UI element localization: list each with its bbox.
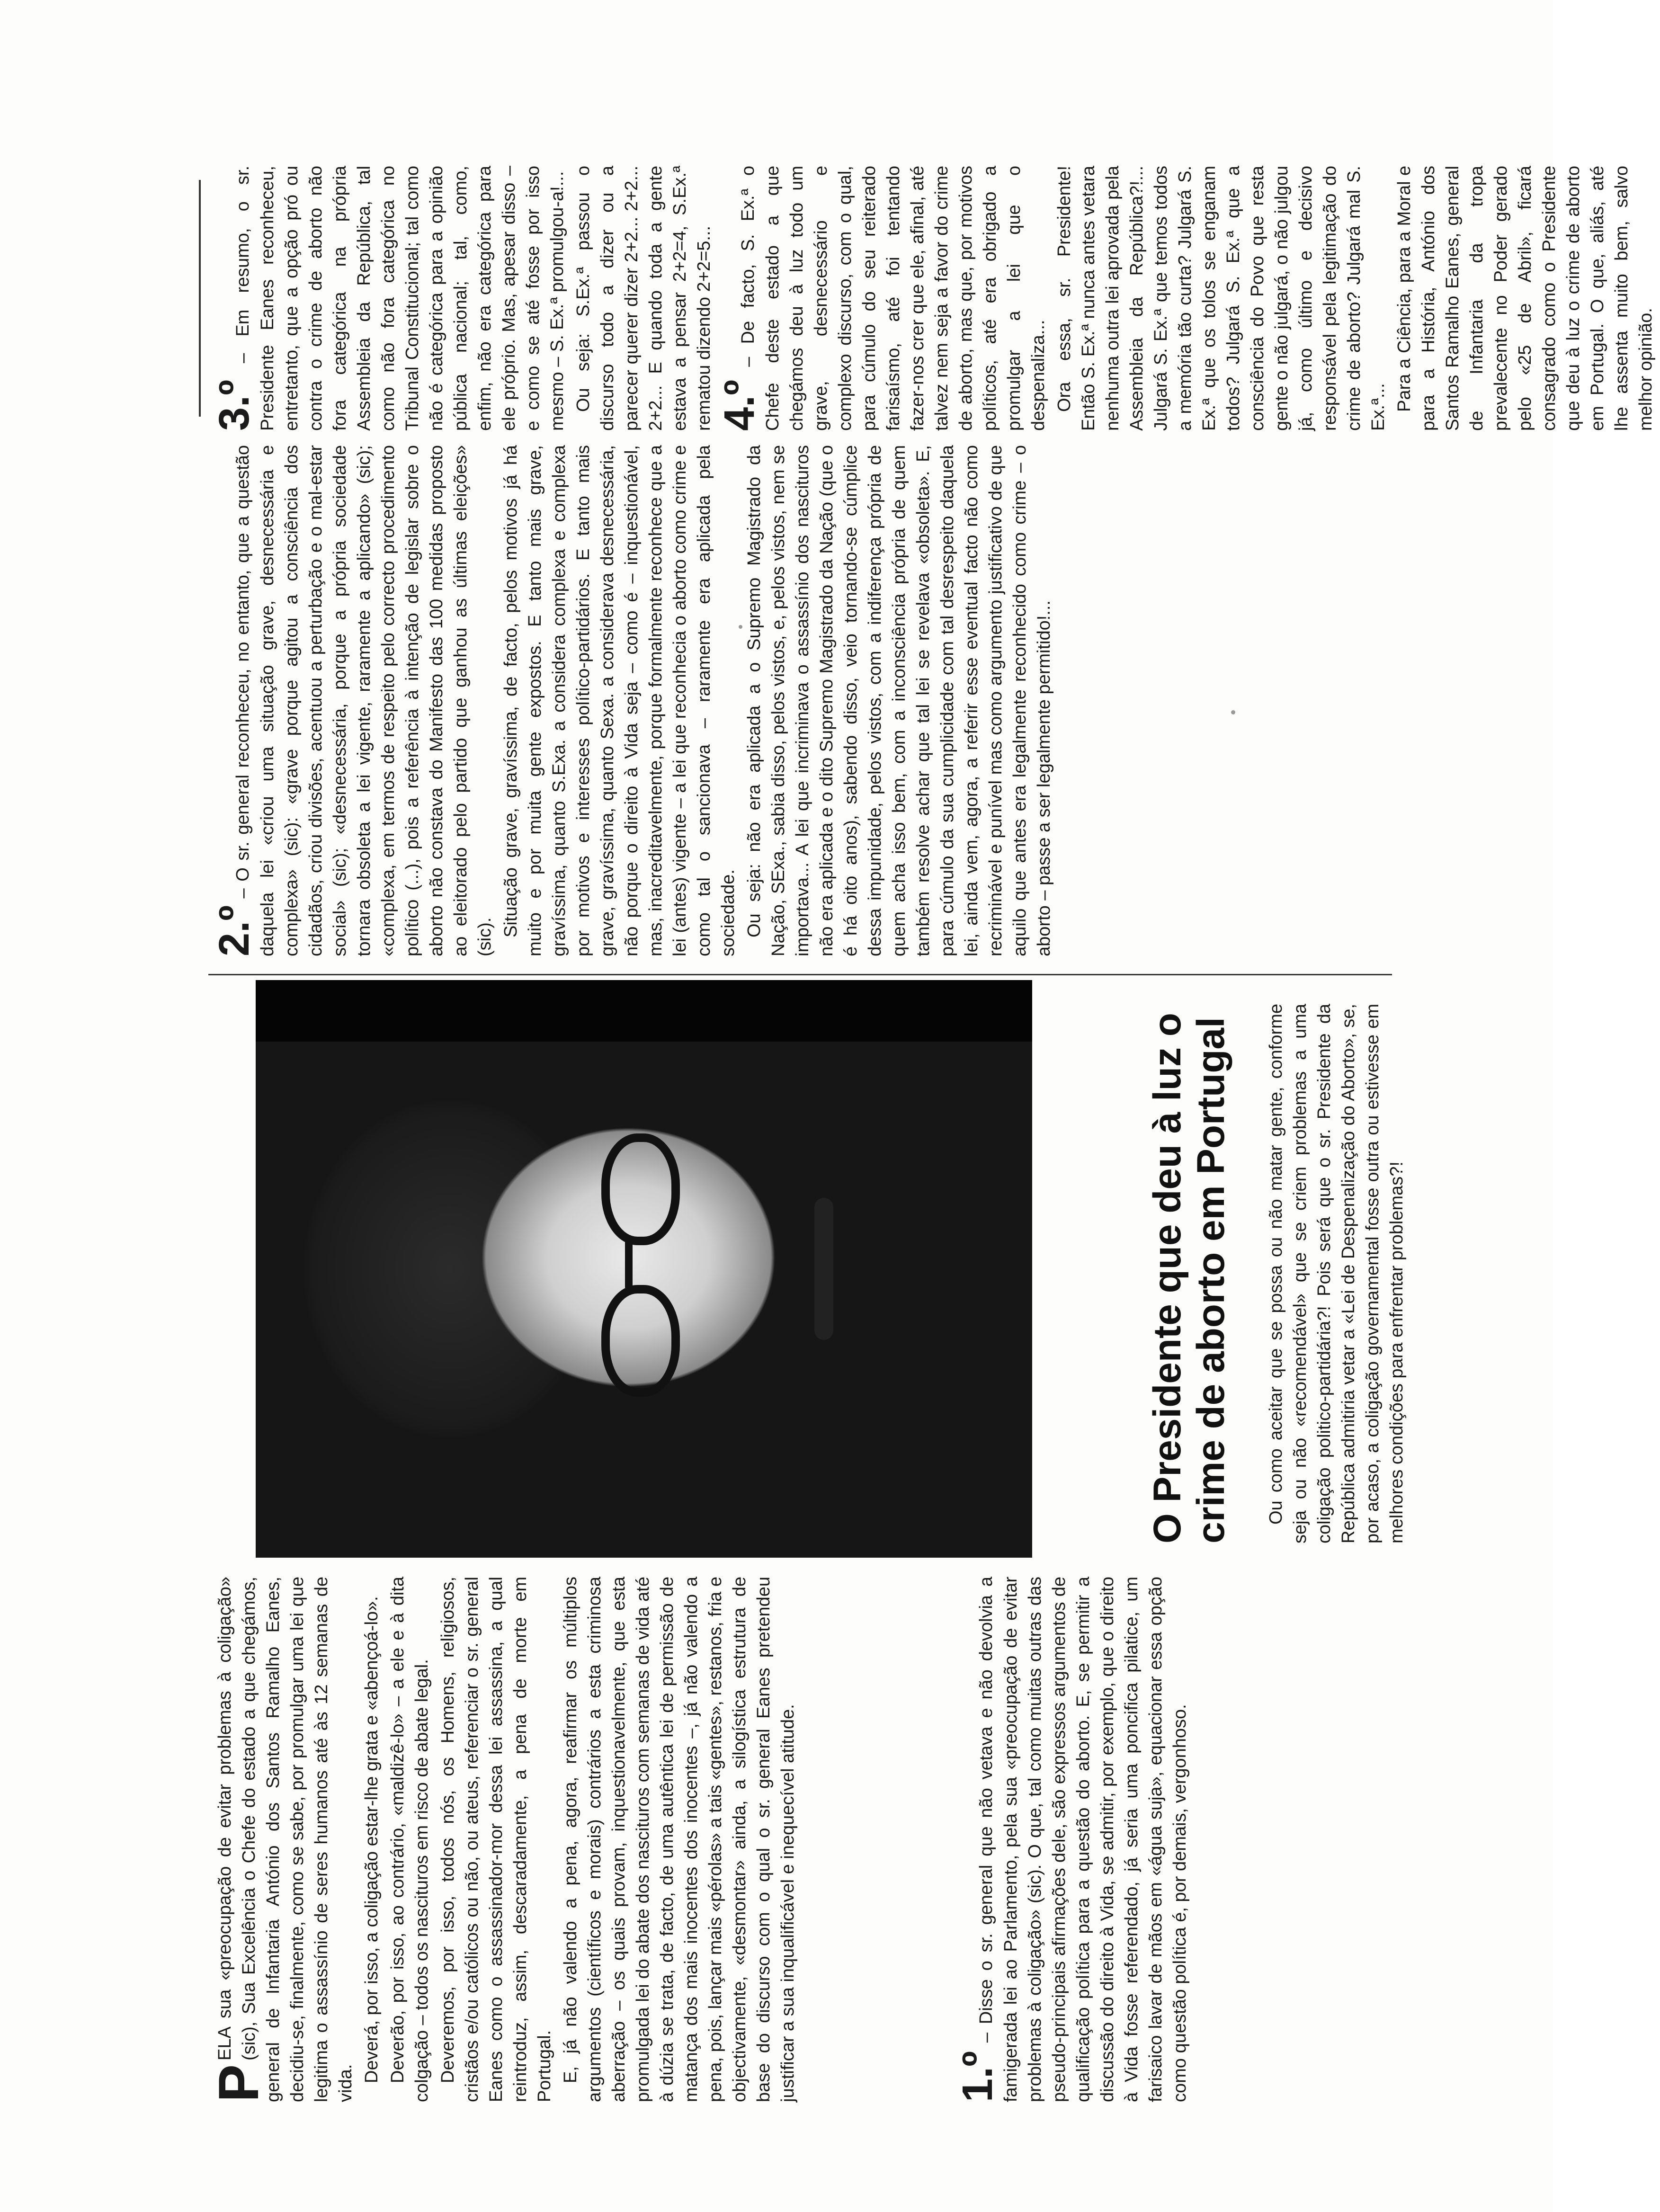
article-headline: O Presidente que deu à luz o crime de aborto em Portugal bbox=[1146, 1013, 1232, 1543]
column-divider bbox=[208, 974, 1392, 975]
point-1-number: 1.º bbox=[954, 2051, 1001, 2102]
president-photo bbox=[256, 980, 1032, 1558]
column-point2 bbox=[213, 445, 1058, 956]
column-point1-continued bbox=[1264, 1004, 1411, 1543]
point-1-paragraph-2: Ou como aceitar que se possa ou não matar gente, conforme seja ou não «recomendável» que se criem problemas a uma coligação politico-partidária?! Pois será que o sr. Presidente da República admitiria vetar a «Lei de Despenalização do Aborto», se, por acaso, a coligação governamental fosse outra ou estivesse em melhores condições para enfrentar problemas?! bbox=[1266, 1004, 1407, 1543]
point-3-paragraph-1: – Em resumo, o sr. Presidente Eanes reconheceu, entretanto, que a opção pró ou contra o crime de aborto não fora categórica na própria Assembleia da República, tal como não fora categórica no Tribunal Constitucional; tal como não é categórica para a opinião pública nacional; tal, como, enfim, não era categórica para ele próprio. Mas, apesar disso – e como se até fosse por isso mesmo – S. Ex.ª promulgou-a!... bbox=[233, 166, 567, 431]
point-4-paragraph-2: Ora essa, sr. Presidente! Então S. Ex.ª nunca antes vetara nenhuma outra lei aprovada pela Assembleia da República?!... Julgará S. Ex.ª que temos todos a memória tão curta? Julgará S. Ex.ª que os tolos se enganam todos? Julgará S. Ex.ª que a consciência do Povo que resta gente o não julgará, o não julgou já, como último e decisivo responsável pela legitimação do crime de aborto? Julgará mal S. Ex.ª... bbox=[1054, 166, 1388, 431]
photo-glasses-bridge bbox=[625, 1240, 633, 1288]
point-3-number: 3.º bbox=[211, 380, 258, 431]
intro-paragraph-3: Deverão, por isso, ao contrário, «maldizê-lo» – a ele e à dita colgação – todos os nascituros em risco de abate legal. bbox=[388, 1577, 432, 2102]
point-3-paragraph-2: Ou seja: S.Ex.ª passou o discurso todo a dizer ou a parecer querer dizer 2+2... 2+2... 2+2... E quando toda a gente estava a pensar 2+2=4, S.Ex.ª rematou dizendo 2+2=5... bbox=[573, 166, 714, 431]
intro-paragraph-5: E, já não valendo a pena, agora, reafirmar os múltiplos argumentos (científicos e morais) contrários a esta criminosa aberração – os quais provam, inquestionavelmente, que esta promulgada lei do abate dos nascituros com semanas de vida até à dúzia se trata, de facto, de uma autêntica lei de permissão de matança dos mais inocentes dos inocentes –, já não valendo a pena, pois, lançar mais «pérolas» a tais «gentes», restanos, fria e objectivamente, «desmontar» ainda, a silogística estrutura de base do discurso com o qual o sr. general Eanes pretendeu justificar a sua inqualificável e inequecível atitude. bbox=[561, 1577, 798, 2102]
intro-paragraph-2: Deverá, por isso, a coligação estar-lhe grata e «abençoá-lo». bbox=[362, 1596, 382, 2083]
point-2-paragraph-1: – O sr. general reconheceu, no entanto, que a questão daquela lei «criou uma situação grave, desnecessária e complexa» (sic): «grave porque agitou a consciência dos cidadãos, criou divisões, acentuou a perturbação e o mal-estar social» (sic); «desnecessária, porque a própria sociedade tornara obsoleta a lei vigente, raramente a aplicando» (sic); «complexa, em termos de respeito pelo correcto procedimento político (...), pois a referência à intenção de legislar sobre o aborto não constava do Manifesto das 100 medidas proposto ao eleitorado pelo partido que ganhou as últimas eleições» (sic). bbox=[233, 445, 495, 956]
point-2-number: 2.º bbox=[211, 905, 258, 956]
point-1-paragraph-1: – Disse o sr. general que não vetava e não devolvia a famigerada lei ao Parlamento, pela sua «preocupação de evitar problemas à coligação» (sic). O que, tal como muitas outras das pseudo-principais afirmações dele, são expressos argumentos de qualificação política para a questão do aborto. E, se permitir a discussão do direito à Vida, se admitir, por exemplo, que o direito à Vida fosse referendado, já seria uma poncifica pilatice, um farisaico lavar de mãos em «água suja», equacionar essa opção como questão política é, por demais, vergonhoso. bbox=[976, 1577, 1190, 2102]
point-2-paragraph-2: Situação grave, gravíssima, de facto, pelos motivos já há muito e por muita gente expostos. E tanto mais grave, gravíssima, quanto S.Exa. a considera complexa e complexa por motivos e interesses político-partidários. E tanto mais grave, gravíssima, quanto Sexa. a considerava desnecessária, não porque o direito à Vida seja – como é – inquestionável, mas, inacreditavelmente, porque formalmente reconhece que a lei (antes) vigente – a lei que reconhecia o aborto como crime e como tal o sancionava – raramente era aplicada pela sociedade. bbox=[501, 445, 738, 956]
dropcap: P bbox=[207, 2064, 270, 2102]
photo-glasses-right bbox=[601, 1133, 680, 1245]
article-sheet bbox=[199, 156, 1656, 2102]
top-rule bbox=[199, 180, 201, 417]
photo-glasses-left bbox=[601, 1285, 680, 1397]
column-point1 bbox=[956, 1577, 1194, 2102]
column-point3 bbox=[213, 166, 1660, 431]
column-intro bbox=[207, 1577, 802, 2102]
intro-paragraph-1: ELA sua «preocupação de evitar problemas à coligação» (sic), Sua Excelência o Chefe do estado a que chegámos, general de Infantaria António dos Santos Ramalho Eanes, decidiu-se, finalmente, como se sabe, por promulgar uma lei que legitima o assassínio de seres humanos até às 12 semanas de vida. bbox=[215, 1577, 356, 2102]
photo-mouth bbox=[814, 1198, 833, 1340]
point-2-paragraph-3: Ou seja: não era aplicada a o Supremo Magistrado da Nação, SExa., sabia disso, pelos vistos, e, pelos vistos, nem se importava... A lei que incriminava o assassínio dos nascituros não era aplicada e o dito Supremo Magistrado da Nação (que o é há oito anos), sabendo disso, veio tornando-se cúmplice dessa impunidade, pelos vistos, com a indiferença própria de quem acha isso bem, com a inconsciência própria de quem também resolve achar que tal lei se revelava «obsoleta». E, para cúmulo da sua cumplicidade com tal desrespeito daquela lei, ainda vem, agora, a referir esse eventual facto não como recriminável e punível mas como argumento justificativo de que aquilo que antes era legalmente reconhecido como crime – o aborto – passe a ser legalmente permitido!... bbox=[744, 445, 1054, 956]
point-4-number: 4.º bbox=[716, 380, 763, 431]
point-4-paragraph-1: – De facto, S. Ex.ª o Chefe deste estado a que chegámos deu à luz todo um grave, desnecessário e complexo discurso, com o qual, para cúmulo do seu reiterado farisaísmo, até foi tentando fazer-nos crer que ele, afinal, até talvez nem seja a favor do crime de aborto, mas que, por motivos políticos, até era obrigado a promulgar a lei que o despenaliza... bbox=[738, 166, 1048, 431]
intro-paragraph-4: Deveremos, por isso, todos nós, os Homens, religiosos, cristãos e/ou católicos ou não, ou ateus, referenciar o sr. general Eanes como o assassinador-mor dessa lei assassina, a qual reintroduz, assim, descaradamente, a pena de morte em Portugal. bbox=[438, 1577, 554, 2102]
point-4-paragraph-3: Para a Ciência, para a Moral e para a História, António dos Santos Ramalho Eanes, general de Infantaria da tropa prevalecente no Poder gerado pelo «25 de Abril», ficará consagrado como o Presidente que deu à luz o crime de aborto em Portugal. O que, aliás, até lhe assenta muito bem, salvo melhor opinião. bbox=[1394, 166, 1656, 431]
photo-dark-edge bbox=[256, 980, 1032, 1042]
